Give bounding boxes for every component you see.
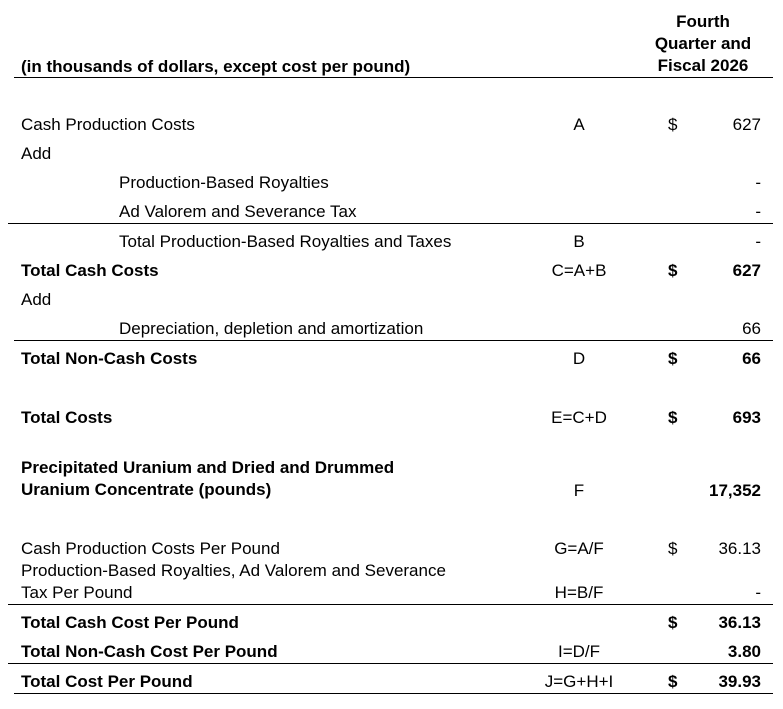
row-amount: 627	[732, 261, 761, 280]
row-amount: -	[755, 202, 761, 221]
column-header-line: Fourth	[676, 12, 730, 31]
row-rule	[8, 604, 773, 605]
row-label: Cash Production Costs Per Pound	[21, 539, 280, 558]
row-label: Add	[21, 144, 52, 163]
row-label: Production-Based Royalties	[119, 173, 329, 192]
row-amount: 693	[732, 408, 761, 427]
row-label: Total Cash Costs	[21, 261, 159, 280]
row-label: Total Cash Cost Per Pound	[21, 613, 239, 632]
row-amount: -	[755, 173, 761, 192]
row-amount: 36.13	[718, 539, 761, 558]
row-amount: 39.93	[718, 672, 761, 691]
row-code: E=C+D	[551, 408, 607, 427]
row-rule	[14, 340, 773, 341]
row-label: Add	[21, 290, 52, 309]
dollar-sign: $	[668, 672, 678, 691]
header-rule	[14, 77, 773, 78]
dollar-sign: $	[668, 349, 678, 368]
dollar-sign: $	[668, 539, 678, 558]
dollar-sign: $	[668, 408, 678, 427]
row-amount: 66	[742, 349, 761, 368]
row-label: Production-Based Royalties, Ad Valorem and Severance	[21, 561, 446, 580]
row-amount: 627	[732, 115, 761, 134]
row-code: I=D/F	[557, 642, 601, 661]
row-label: Precipitated Uranium and Dried and Drummed	[21, 458, 395, 477]
row-rule	[8, 663, 773, 664]
dollar-sign: $	[668, 261, 678, 280]
row-code: G=A/F	[554, 539, 604, 558]
row-label: Uranium Concentrate (pounds)	[21, 480, 272, 499]
row-amount: 3.80	[727, 642, 761, 661]
dollar-sign: $	[668, 613, 678, 632]
row-amount: 36.13	[718, 613, 761, 632]
dollar-sign: $	[668, 115, 678, 134]
column-header-line: Fiscal 2026	[657, 56, 749, 75]
row-code: H=B/F	[554, 583, 604, 602]
row-label: Total Costs	[21, 408, 113, 427]
row-label: Depreciation, depletion and amortization	[119, 319, 424, 338]
row-label: Total Production-Based Royalties and Taxes	[119, 232, 452, 251]
row-code: F	[573, 481, 585, 500]
row-rule	[8, 223, 773, 224]
row-code: C=A+B	[551, 261, 607, 280]
row-label: Total Cost Per Pound	[21, 672, 193, 691]
row-label: Total Non-Cash Costs	[21, 349, 198, 368]
row-label: Total Non-Cash Cost Per Pound	[21, 642, 278, 661]
row-amount: 17,352	[709, 481, 761, 500]
row-label: Cash Production Costs	[21, 115, 195, 134]
column-header	[640, 11, 766, 77]
row-amount: -	[755, 583, 761, 602]
row-code: B	[573, 232, 585, 251]
row-label: Tax Per Pound	[21, 583, 133, 602]
row-code: J=G+H+I	[544, 672, 614, 691]
column-header-line: Quarter and	[654, 34, 752, 53]
row-code: A	[573, 115, 585, 134]
table-subtitle: (in thousands of dollars, except cost per pound)	[21, 57, 411, 76]
row-amount: 66	[742, 319, 761, 338]
row-rule	[14, 693, 773, 694]
row-code: D	[572, 349, 586, 368]
row-label: Ad Valorem and Severance Tax	[119, 202, 357, 221]
row-amount: -	[755, 232, 761, 251]
